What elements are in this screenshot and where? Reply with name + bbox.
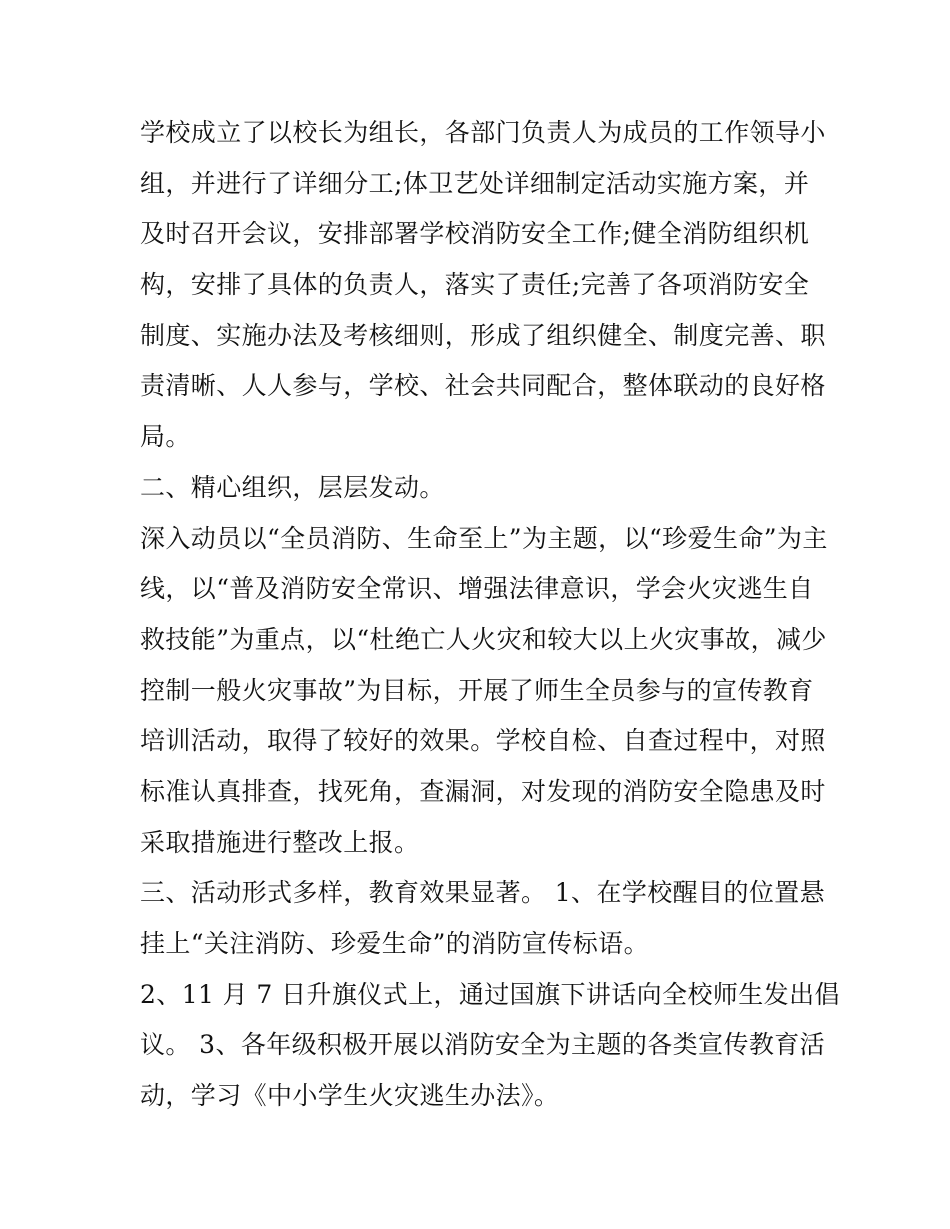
text-line: 议。 3、各年级积极开展以消防安全为主题的各类宣传教育活 [140, 1030, 826, 1060]
text-line: 学校成立了以校长为组长，各部门负责人为成员的工作领导小 [140, 118, 826, 147]
text-line: 制度、实施办法及考核细则，形成了组织健全、制度完善、职 [140, 320, 826, 350]
text-line: 线，以“普及消防安全常识、增强法律意识，学会火灾逃生自 [140, 574, 814, 604]
text-line: 责清晰、人人参与，学校、社会共同配合，整体联动的良好格 [140, 371, 826, 401]
section-heading: 三、活动形式多样，教育效果显著。 1、在学校醒目的位置悬 [140, 878, 826, 908]
text-line: 构，安排了具体的负责人，落实了责任;完善了各项消防安全 [140, 270, 810, 300]
document-body [140, 108, 840, 1122]
text-line: 救技能”为重点，以“杜绝亡人火灾和较大以上火灾事故，减少 [140, 624, 827, 654]
section-heading: 二、精心组织，层层发动。 [140, 472, 445, 502]
text-line: 局。 [140, 422, 191, 452]
text-line: 深入动员以“全员消防、生命至上”为主题，以“珍爱生命”为主 [140, 523, 828, 553]
text-line: 及时召开会议，安排部署学校消防安全工作;健全消防组织机 [140, 219, 810, 249]
text-line: 挂上“关注消防、珍爱生命”的消防宣传标语。 [140, 929, 649, 958]
text-line: 控制一般火灾事故”为目标，开展了师生全员参与的宣传教育 [140, 675, 814, 705]
text-line: 2、11 月 7 日升旗仪式上，通过国旗下讲话向全校师生发出倡 [140, 979, 840, 1009]
text-line: 标准认真排查，找死角，查漏洞，对发现的消防安全隐患及时 [140, 776, 826, 806]
text-line: 培训活动，取得了较好的效果。学校自检、自查过程中，对照 [140, 726, 826, 756]
text-line: 组，并进行了详细分工;体卫艺处详细制定活动实施方案，并 [140, 168, 810, 198]
text-line: 采取措施进行整改上报。 [140, 827, 420, 857]
text-line: 动，学习《中小学生火灾逃生办法》。 [140, 1081, 560, 1111]
